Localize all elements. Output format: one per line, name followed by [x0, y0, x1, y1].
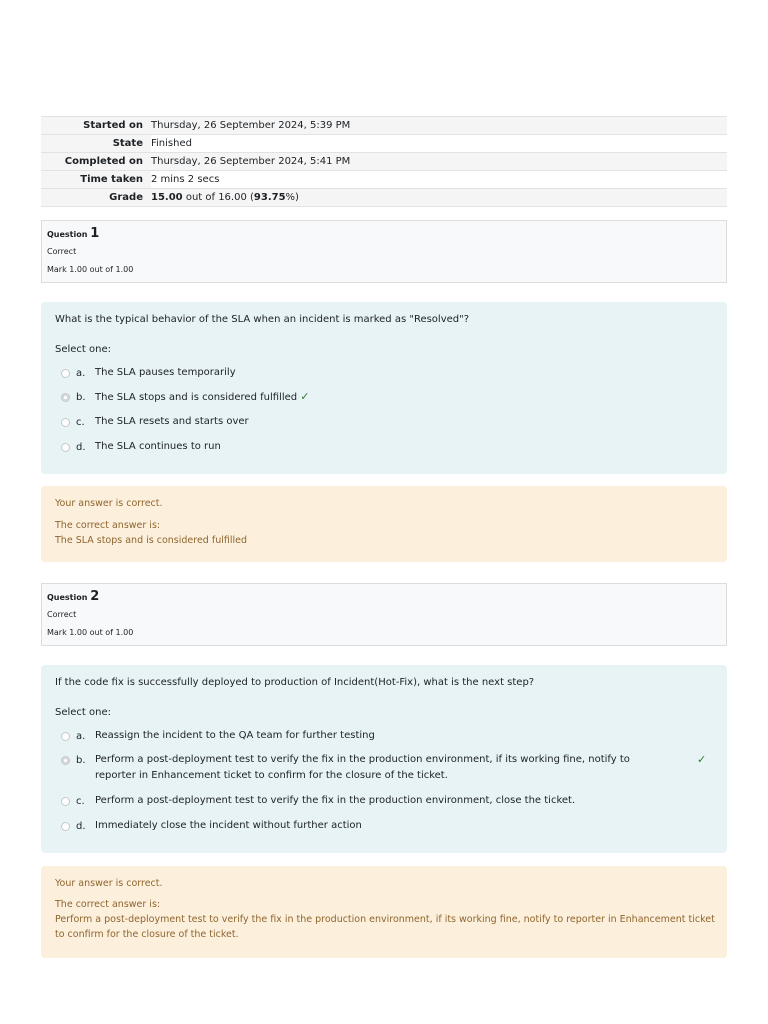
option-letter: c. [76, 796, 85, 807]
option-letter: a. [76, 368, 86, 379]
summary-label: State [41, 135, 151, 153]
summary-value: Finished [151, 135, 727, 153]
summary-label: Time taken [41, 171, 151, 189]
question-number [47, 226, 99, 241]
radio-button[interactable] [61, 443, 70, 452]
summary-label: Completed on [41, 153, 151, 171]
option-text: Perform a post-deployment test to verify the fix in the production environment, if its working fine, notify to reporter in Enhancement ticket to confirm for the closure of the ticket. [95, 754, 630, 781]
correct-answer-label: The correct answer is: [55, 520, 161, 531]
feedback-box-1 [41, 486, 727, 562]
grade-value [151, 189, 727, 207]
radio-button[interactable] [61, 369, 70, 378]
grade-percent: 93.75 [253, 192, 286, 203]
radio-button[interactable] [61, 418, 70, 427]
summary-row [41, 171, 727, 189]
option-text: The SLA pauses temporarily [95, 367, 236, 378]
radio-button[interactable] [61, 732, 70, 741]
question-state: Correct [47, 247, 77, 256]
correct-answer-text: The SLA stops and is considered fulfilled [55, 535, 247, 546]
question-formulation-2 [41, 665, 727, 853]
check-icon: ✓ [300, 390, 310, 403]
radio-button[interactable] [61, 797, 70, 806]
summary-row [41, 135, 727, 153]
option-text: The SLA resets and starts over [95, 416, 249, 427]
option-text-wrap [95, 389, 310, 406]
radio-button[interactable] [61, 822, 70, 831]
option-letter: d. [76, 821, 86, 832]
option-letter: c. [76, 417, 85, 428]
question-num: 2 [90, 589, 100, 604]
radio-button-checked[interactable] [61, 393, 70, 402]
option-text: Perform a post-deployment test to verify the fix in the production environment, close the ticket. [95, 795, 576, 806]
summary-value: Thursday, 26 September 2024, 5:39 PM [151, 117, 727, 135]
radio-button-checked[interactable] [61, 756, 70, 765]
summary-row [41, 117, 727, 135]
select-one-prompt: Select one: [55, 707, 112, 718]
question-label: Question [47, 230, 88, 239]
select-one-prompt: Select one: [55, 344, 112, 355]
summary-value: 2 mins 2 secs [151, 171, 727, 189]
question-mark: Mark 1.00 out of 1.00 [47, 628, 134, 637]
right-answer [55, 897, 715, 942]
question-text: If the code fix is successfully deployed to production of Incident(Hot-Fix), what is the next step? [55, 677, 535, 688]
question-number [47, 589, 99, 604]
summary-row-grade [41, 189, 727, 207]
option-letter: b. [76, 755, 86, 766]
option-text: Reassign the incident to the QA team for further testing [95, 730, 375, 741]
option-text: Immediately close the incident without further action [95, 820, 362, 831]
option-letter: d. [76, 442, 86, 453]
question-formulation-1 [41, 302, 727, 474]
summary-label: Started on [41, 117, 151, 135]
question-state: Correct [47, 610, 77, 619]
summary-row [41, 153, 727, 171]
grade-out-of: out of 16.00 ( [182, 192, 254, 203]
feedback-box-2 [41, 866, 727, 958]
specific-feedback: Your answer is correct. [55, 498, 163, 509]
option-text: The SLA stops and is considered fulfilled [95, 392, 298, 403]
question-num: 1 [90, 226, 100, 241]
question-text: What is the typical behavior of the SLA when an incident is marked as "Resolved"? [55, 314, 470, 325]
question-mark: Mark 1.00 out of 1.00 [47, 265, 134, 274]
right-answer [55, 518, 715, 548]
specific-feedback: Your answer is correct. [55, 878, 163, 889]
question-label: Question [47, 593, 88, 602]
option-letter: a. [76, 731, 86, 742]
check-icon: ✓ [697, 753, 707, 766]
correct-answer-text: Perform a post-deployment test to verify the fix in the production environment, if its working fine, notify to reporter in Enhancement ticket to confirm for the closure of the ticket. [55, 914, 715, 940]
grade-close: %) [285, 192, 299, 203]
grade-label: Grade [41, 189, 151, 207]
question-info-2 [41, 583, 727, 646]
option-letter: b. [76, 392, 86, 403]
correct-answer-label: The correct answer is: [55, 899, 161, 910]
grade-score: 15.00 [151, 192, 183, 203]
question-info-1 [41, 220, 727, 283]
option-text: The SLA continues to run [95, 441, 221, 452]
summary-value: Thursday, 26 September 2024, 5:41 PM [151, 153, 727, 171]
quiz-summary-table [41, 116, 727, 207]
